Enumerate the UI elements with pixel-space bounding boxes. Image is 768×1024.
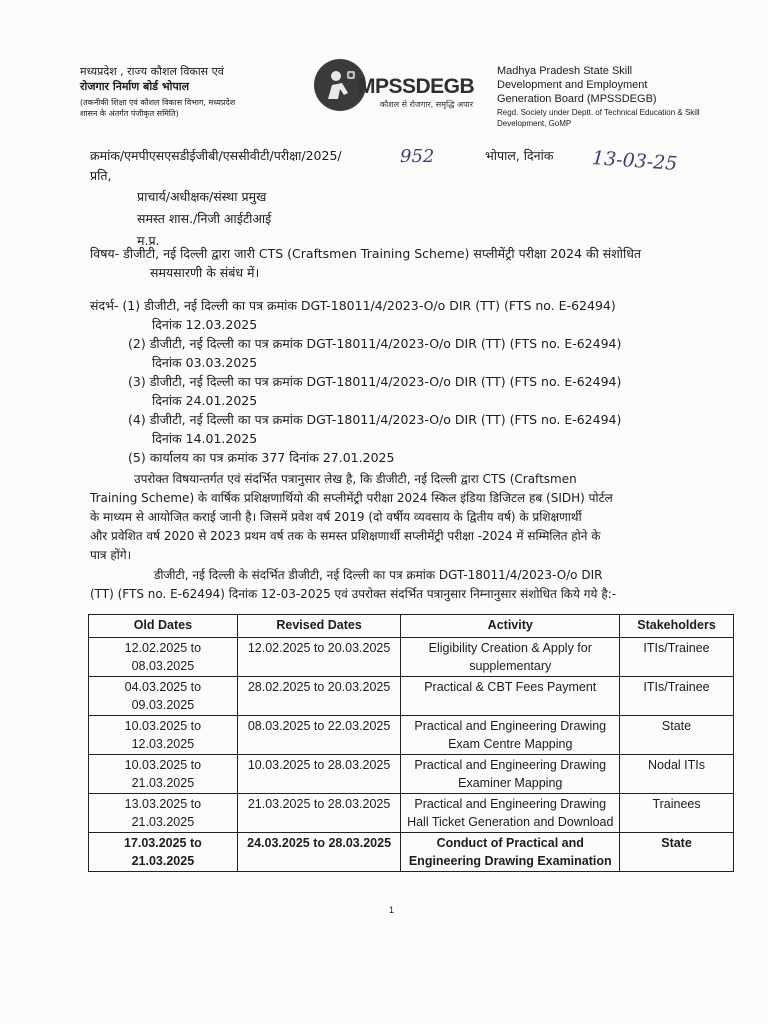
cell-activity: Practical & CBT Fees Payment xyxy=(401,677,620,716)
reference-number: संदर्भ- (1) xyxy=(90,298,141,313)
reference-text: कार्यालय का पत्र क्रमांक 377 दिनांक 27.01.2025 xyxy=(149,450,395,465)
cell-activity: Eligibility Creation & Apply for supplementary xyxy=(401,638,620,677)
cell-stakeholders: Nodal ITIs xyxy=(620,755,734,794)
para2-line2: (TT) (FTS no. E-62494) दिनांक 12-03-2025 एवं उपरोक्त संदर्भित पत्रानुसार निम्नानुसार संशोधित किये गये है:- xyxy=(90,587,617,601)
table-row xyxy=(89,833,734,872)
org-name-hindi xyxy=(80,64,310,119)
para1-line1: उपरोक्त विषयान्तर्गत एवं संदर्भित पत्रानुसार लेख है, कि डीजीटी, नई दिल्ली द्वारा CTS (Craftsmen xyxy=(134,472,577,486)
letter-reference xyxy=(90,146,342,165)
cell-revised-dates: 28.02.2025 to 20.03.2025 xyxy=(237,677,401,716)
cell-revised-dates: 10.03.2025 to 28.03.2025 xyxy=(237,755,401,794)
table-row xyxy=(89,716,734,755)
org-hindi-line3: (तकनीकी शिक्षा एवं कौशल विकास विभाग, मध्यप्रदेश xyxy=(80,98,236,107)
para1-line2: Training Scheme) के वार्षिक प्रशिक्षणार्थियो की सप्लीमेंट्री परीक्षा 2024 स्किल इंडिया डिजिटल हब (SIDH) पोर्टल xyxy=(90,491,613,505)
reference-date: दिनांक 14.01.2025 xyxy=(152,431,258,446)
org-name-english xyxy=(497,64,747,129)
paragraph-1 xyxy=(90,470,750,565)
para1-line5: पात्र होंगे। xyxy=(90,548,132,562)
subject-line1: विषय- डीजीटी, नई दिल्ली द्वारा जारी CTS (Craftsmen Training Scheme) सप्लीमेंट्री परीक्षा 2024 की संशोधित xyxy=(90,246,642,261)
cell-old-dates: 10.03.2025 to 21.03.2025 xyxy=(89,755,238,794)
reference-text: डीजीटी, नई दिल्ली का पत्र क्रमांक DGT-18011/4/2023-O/o DIR (TT) (FTS no. E-62494) xyxy=(149,374,622,389)
handwritten-date: 13-03-25 xyxy=(591,147,679,175)
org-english-line2: Development and Employment xyxy=(497,79,648,91)
cell-old-dates: 12.02.2025 to 08.03.2025 xyxy=(89,638,238,677)
cell-old-dates: 17.03.2025 to 21.03.2025 xyxy=(89,833,238,872)
table-row xyxy=(89,755,734,794)
org-english-line1: Madhya Pradesh State Skill xyxy=(497,65,633,77)
recipient-block xyxy=(137,186,271,252)
cell-old-dates: 13.03.2025 to 21.03.2025 xyxy=(89,794,238,833)
org-hindi-line1: मध्यप्रदेश , राज्य कौशल विकास एवं xyxy=(80,65,224,78)
cell-activity: Practical and Engineering Drawing Exam Centre Mapping xyxy=(401,716,620,755)
recipient-line3: म.प्र. xyxy=(137,233,160,248)
logo-text: MPSSDEGB xyxy=(358,75,475,98)
org-english-line3: Generation Board (MPSSDEGB) xyxy=(497,93,657,105)
table-header-row xyxy=(89,615,734,638)
reference-date: दिनांक 24.01.2025 xyxy=(152,393,258,408)
reference-item xyxy=(90,410,750,429)
cell-old-dates: 10.03.2025 to 12.03.2025 xyxy=(89,716,238,755)
cell-activity: Conduct of Practical and Engineering Drawing Examination xyxy=(401,833,620,872)
cell-revised-dates: 21.03.2025 to 28.03.2025 xyxy=(237,794,401,833)
org-english-line4: Regd. Society under Deptt. of Technical Education & Skill xyxy=(497,108,700,117)
reference-item xyxy=(90,448,750,467)
cell-revised-dates: 24.03.2025 to 28.03.2025 xyxy=(237,833,401,872)
para1-line4: और प्रवेशित वर्ष 2020 से 2023 प्रथम वर्ष तक के समस्त प्रशिक्षणार्थी सप्लीमेंट्री परीक्षा -2024 में सम्मिलित होने के xyxy=(90,529,601,543)
reference-item xyxy=(90,296,750,315)
reference-text: डीजीटी, नई दिल्ली का पत्र क्रमांक DGT-18011/4/2023-O/o DIR (TT) (FTS no. E-62494) xyxy=(149,336,622,351)
column-header-stakeholders: Stakeholders xyxy=(620,615,734,638)
org-hindi-line4: शासन के अंतर्गत पंजीकृत समिति) xyxy=(80,109,179,118)
subject-line2: समयसारणी के संबंध में। xyxy=(150,265,260,280)
column-header-activity: Activity xyxy=(401,615,620,638)
reference-date: दिनांक 12.03.2025 xyxy=(152,317,258,332)
reference-item xyxy=(90,334,750,353)
table-row xyxy=(89,794,734,833)
cell-activity: Practical and Engineering Drawing Hall Ticket Generation and Download xyxy=(401,794,620,833)
recipient-line2: समस्त शास./निजी आईटीआई xyxy=(137,211,272,226)
references-list xyxy=(90,296,750,467)
cell-stakeholders: ITIs/Trainee xyxy=(620,638,734,677)
reference-number: (2) xyxy=(128,336,146,351)
cell-revised-dates: 08.03.2025 to 22.03.2025 xyxy=(237,716,401,755)
cell-stakeholders: State xyxy=(620,716,734,755)
column-header-revised-dates: Revised Dates xyxy=(237,615,401,638)
reference-date: दिनांक 03.03.2025 xyxy=(152,355,258,370)
reference-label: क्रमांक/एमपीएसएसडीईजीबी/एससीवीटी/परीक्षा/2025/ xyxy=(90,148,342,163)
cell-stakeholders: ITIs/Trainee xyxy=(620,677,734,716)
cell-stakeholders: Trainees xyxy=(620,794,734,833)
cell-old-dates: 04.03.2025 to 09.03.2025 xyxy=(89,677,238,716)
place-date-label: भोपाल, दिनांक xyxy=(485,148,554,163)
page-number: 1 xyxy=(389,905,395,915)
para1-line3: के माध्यम से आयोजित कराई जानी है। जिसमें प्रवेश वर्ष 2019 (दो वर्षीय व्यवसाय के द्वितीय वर्ष) के प्रशिक्षणार्थी xyxy=(90,510,582,524)
column-header-old-dates: Old Dates xyxy=(89,615,238,638)
reference-item xyxy=(90,372,750,391)
handwritten-ref-number: 952 xyxy=(400,146,435,167)
recipient-line1: प्राचार्य/अधीक्षक/संस्था प्रमुख xyxy=(137,189,267,204)
logo-tagline: कौशल से रोजगार, समृद्धि अपार xyxy=(380,100,473,109)
org-english-line5: Development, GoMP xyxy=(497,119,572,128)
cell-stakeholders: State xyxy=(620,833,734,872)
reference-number: (4) xyxy=(128,412,146,427)
reference-text: डीजीटी, नई दिल्ली का पत्र क्रमांक DGT-18011/4/2023-O/o DIR (TT) (FTS no. E-62494) xyxy=(144,298,616,313)
subject xyxy=(90,244,750,282)
reference-text: डीजीटी, नई दिल्ली का पत्र क्रमांक DGT-18011/4/2023-O/o DIR (TT) (FTS no. E-62494) xyxy=(149,412,622,427)
reference-number: (3) xyxy=(128,374,146,389)
mpssdegb-logo xyxy=(310,55,494,123)
org-hindi-line2: रोजगार निर्माण बोर्ड भोपाल xyxy=(80,80,190,93)
cell-activity: Practical and Engineering Drawing Examiner Mapping xyxy=(401,755,620,794)
revised-schedule-table xyxy=(88,614,734,872)
para2-line1: डीजीटी, नई दिल्ली के संदर्भित डीजीटी, नई दिल्ली का पत्र क्रमांक DGT-18011/4/2023-O/o DIR xyxy=(154,568,603,582)
cell-revised-dates: 12.02.2025 to 20.03.2025 xyxy=(237,638,401,677)
prati: प्रति, xyxy=(90,168,112,183)
table-row xyxy=(89,638,734,677)
reference-number: (5) xyxy=(128,450,146,465)
paragraph-2 xyxy=(90,566,750,604)
table-row xyxy=(89,677,734,716)
